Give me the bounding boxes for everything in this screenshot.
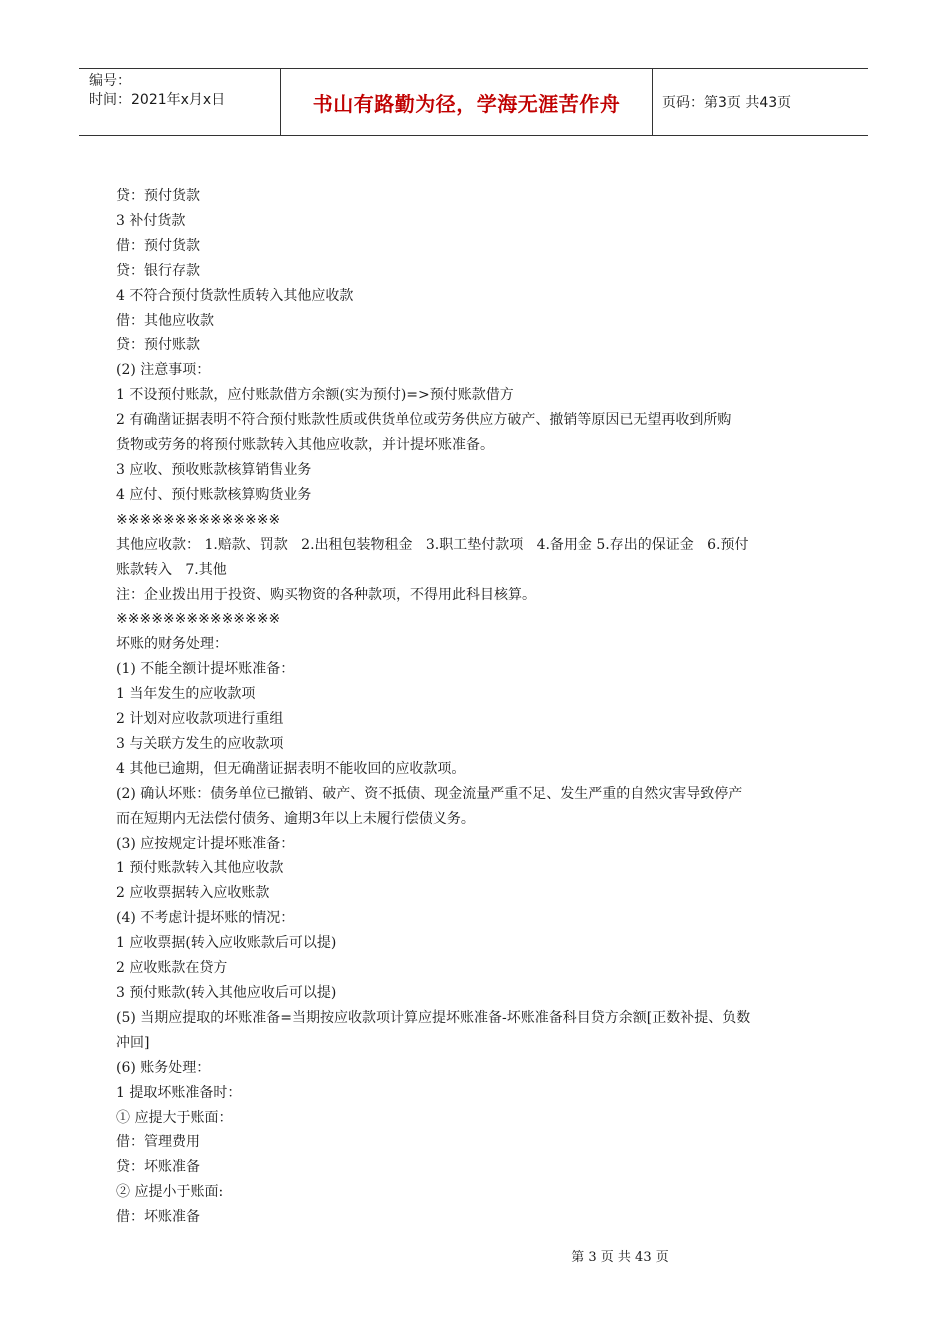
text-line: 1 应收票据(转入应收账款后可以提) bbox=[116, 935, 337, 952]
header-page-label: 页码：第3页 共43页 bbox=[662, 95, 792, 111]
text-line: (2) 注意事项： bbox=[116, 362, 211, 379]
text-line: ② 应提小于账面: bbox=[116, 1184, 224, 1201]
text-line: 1 不设预付账款，应付账款借方余额(实为预付)=>预付账款借方 bbox=[116, 387, 514, 404]
text-line: 贷：银行存款 bbox=[116, 262, 200, 279]
text-line: 冲回] bbox=[116, 1034, 150, 1051]
text-line: 贷：预付货款 bbox=[116, 188, 200, 204]
text-line: 而在短期内无法偿付债务、逾期3年以上未履行偿债义务。 bbox=[116, 810, 475, 827]
text-line: 4 不符合预付货款性质转入其他应收款 bbox=[116, 287, 354, 304]
text-line: 1 提取坏账准备时： bbox=[116, 1084, 242, 1101]
text-line: 货物或劳务的将预付账款转入其他应收款，并计提坏账准备。 bbox=[116, 437, 494, 454]
header-meta bbox=[79, 69, 281, 135]
text-line: 2 应收账款在贷方 bbox=[116, 960, 228, 977]
text-line: 3 预付账款(转入其他应收后可以提) bbox=[116, 985, 337, 1001]
document-body bbox=[116, 184, 836, 1230]
text-line: 4 其他已逾期，但无确凿证据表明不能收回的应收款项。 bbox=[116, 760, 466, 777]
text-line: 贷：坏账准备 bbox=[116, 1159, 200, 1176]
text-line: 1 预付账款转入其他应收款 bbox=[116, 860, 284, 877]
text-line: 2 计划对应收款项进行重组 bbox=[116, 711, 284, 728]
text-line: (4) 不考虑计提坏账的情况： bbox=[116, 910, 295, 927]
text-line: ※※※※※※※※※※※※※※ bbox=[116, 511, 281, 528]
page-footer: 第 3 页 共 43 页 bbox=[571, 1250, 669, 1265]
text-line: ① 应提大于账面： bbox=[116, 1109, 233, 1126]
number-label: 编号： bbox=[89, 73, 131, 89]
text-line: 借：预付货款 bbox=[116, 237, 200, 254]
page-header bbox=[79, 68, 868, 136]
text-line: (5) 当期应提取的坏账准备=当期按应收款项计算应提坏账准备-坏账准备科目贷方余额[正数补提、负数 bbox=[116, 1009, 751, 1026]
text-line: 注：企业拨出用于投资、购买物资的各种款项，不得用此科目核算。 bbox=[116, 586, 536, 603]
text-line: 借：管理费用 bbox=[116, 1134, 200, 1151]
text-line: (1) 不能全额计提坏账准备： bbox=[116, 661, 295, 678]
text-line: 坏账的财务处理： bbox=[116, 636, 228, 653]
text-line: 1 当年发生的应收款项 bbox=[116, 686, 256, 703]
time-label: 时间：2021年x月x日 bbox=[89, 92, 226, 108]
text-line: 3 应收、预收账款核算销售业务 bbox=[116, 461, 312, 478]
text-line: 3 与关联方发生的应收款项 bbox=[116, 735, 284, 752]
text-line: (3) 应按规定计提坏账准备： bbox=[116, 835, 295, 852]
header-motto: 书山有路勤为径，学海无涯苦作舟 bbox=[281, 69, 653, 135]
text-line: (6) 账务处理： bbox=[116, 1059, 211, 1076]
text-line: 其他应收款： 1.赔款、罚款 2.出租包装物租金 3.职工垫付款项 4.备用金 5.存出的保证金 6.预付 bbox=[116, 536, 749, 553]
text-line: 借：坏账准备 bbox=[116, 1209, 200, 1226]
text-line: 2 有确凿证据表明不符合预付账款性质或供货单位或劳务供应方破产、撤销等原因已无望再收到所购 bbox=[116, 412, 732, 429]
text-line: 贷：预付账款 bbox=[116, 337, 200, 354]
text-line: 4 应付、预付账款核算购货业务 bbox=[116, 486, 312, 503]
text-line: 3 补付货款 bbox=[116, 212, 186, 229]
text-line: (2) 确认坏账：债务单位已撤销、破产、资不抵债、现金流量严重不足、发生严重的自然灾害导致停产 bbox=[116, 785, 743, 802]
text-line: ※※※※※※※※※※※※※※ bbox=[116, 611, 281, 628]
text-line: 2 应收票据转入应收账款 bbox=[116, 885, 270, 902]
text-line: 账款转入 7.其他 bbox=[116, 561, 227, 578]
text-line: 借：其他应收款 bbox=[116, 312, 214, 329]
